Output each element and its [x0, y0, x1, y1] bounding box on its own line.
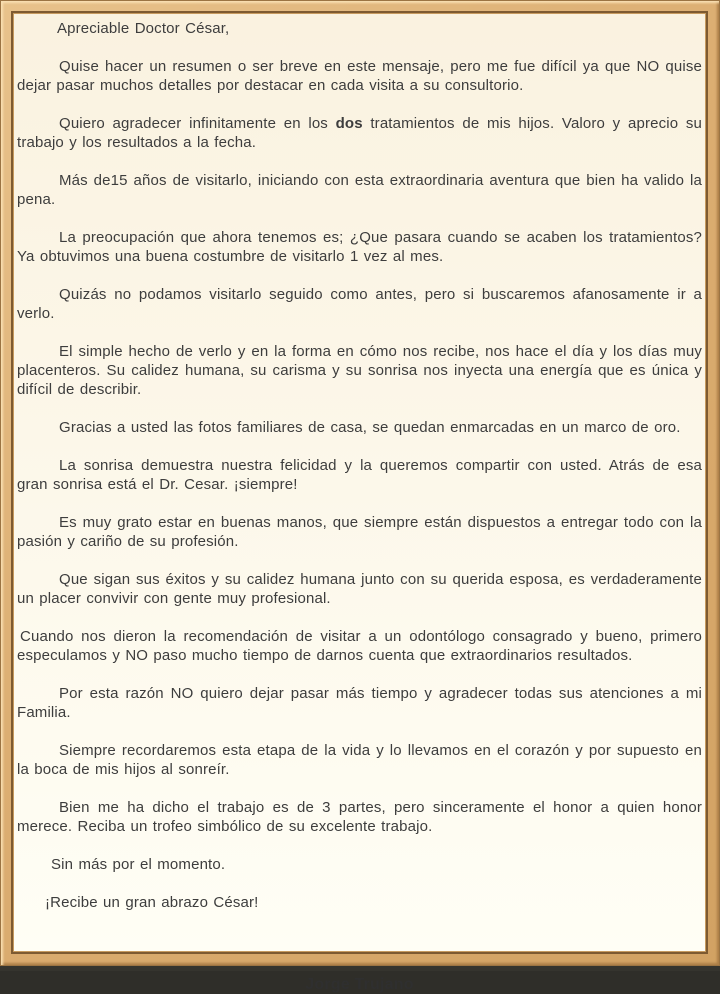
- paragraph: La sonrisa demuestra nuestra felicidad y la queremos compartir con usted. Atrás de esa gran sonrisa está el Dr. Cesar. ¡siempre!: [17, 457, 702, 493]
- paragraph: Quise hacer un resumen o ser breve en este mensaje, pero me fue difícil ya que NO quise dejar pasar muchos detalles por destacar en cada visita a su consultorio.: [17, 58, 702, 94]
- paragraph: Es muy grato estar en buenas manos, que siempre están dispuestos a entregar todo con la pasión y cariño de su profesión.: [17, 514, 702, 550]
- salutation: Apreciable Doctor César,: [57, 20, 230, 37]
- closing-line: Sin más por el momento.: [51, 856, 226, 873]
- paragraph: El simple hecho de verlo y en la forma en cómo nos recibe, nos hace el día y los días muy placenteros. Su calidez humana, su carisma y su sonrisa nos inyecta una energía que es única y difícil de describir.: [17, 343, 702, 398]
- paragraph: La preocupación que ahora tenemos es; ¿Que pasara cuando se acaben los tratamientos? Ya obtuvimos una buena costumbre de visitarlo 1 vez al mes.: [17, 229, 702, 265]
- paragraph: Quizás no podamos visitarlo seguido como antes, pero si buscaremos afanosamente ir a verlo.: [17, 286, 702, 322]
- paragraph-bold-word: dos: [335, 115, 363, 132]
- paragraph: Bien me ha dicho el trabajo es de 3 partes, pero sinceramente el honor a quien honor merece. Reciba un trofeo simbólico de su excelente trabajo.: [17, 799, 702, 835]
- paragraph: Cuando nos dieron la recomendación de visitar a un odontólogo consagrado y bueno, primero especulamos y NO paso mucho tiempo de darnos cuenta que extraordinarios resultados.: [17, 628, 702, 664]
- signature: Jorge Trujano: [305, 976, 414, 993]
- paragraph: Más de15 años de visitarlo, iniciando con esta extraordinaria aventura que bien ha valido la pena.: [17, 172, 702, 208]
- paragraph: Gracias a usted las fotos familiares de casa, se quedan enmarcadas en un marco de oro.: [59, 419, 681, 436]
- paragraph-segment: Quiero agradecer infinitamente en los: [59, 115, 336, 132]
- paragraph: Que sigan sus éxitos y su calidez humana junto con su querida esposa, es verdaderamente un placer convivir con gente muy profesional.: [17, 571, 702, 607]
- paragraph-segment: tratamientos de mis hijos. Valoro y aprecio su trabajo y los resultados a la fecha.: [17, 115, 702, 151]
- farewell-line: ¡Recibe un gran abrazo César!: [45, 894, 259, 911]
- paragraph: Siempre recordaremos esta etapa de la vida y lo llevamos en el corazón y por supuesto en la boca de mis hijos al sonreír.: [17, 742, 702, 778]
- letter-paper: [11, 11, 708, 993]
- paragraph: [17, 114, 702, 152]
- paragraph: Por esta razón NO quiero dejar pasar más tiempo y agradecer todas sus atenciones a mi Familia.: [17, 685, 702, 721]
